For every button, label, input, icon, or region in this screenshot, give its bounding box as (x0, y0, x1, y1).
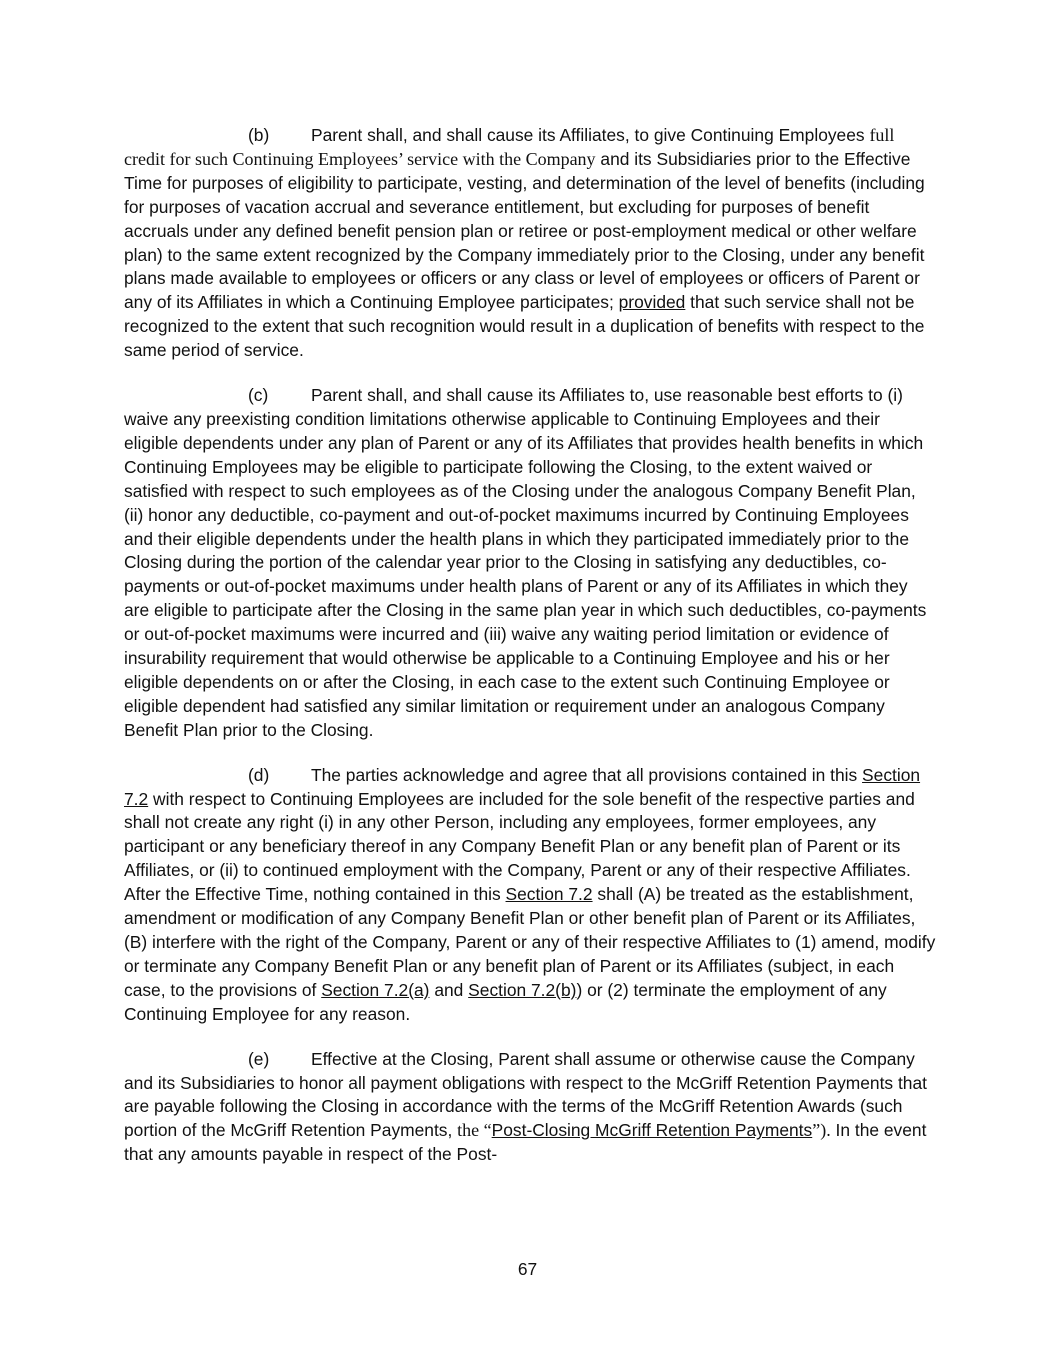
defined-term-provided: provided (618, 292, 686, 313)
paragraph-text: and (429, 979, 469, 1000)
section-reference: Section 7.2(b) (468, 979, 577, 1000)
paragraph-text: ”). (812, 1120, 831, 1141)
paragraph-text: shall (A) be treated as the establishment, amendment or modification of any Company Benefit Plan or other benefit plan of Parent or its Affiliates, (B) interfere with the right of the Company, Parent or any of their respective Affiliates to (1) amend, modify or terminate any Company Benefit Plan or any benefit plan of Parent or its Affiliates (subject, in each case, to the provisions of (124, 884, 936, 1000)
paragraph-text: and its Subsidiaries prior to the Effective Time for purposes of eligibility to participate, vesting, and determination of the level of benefits (including for purposes of vacation accrual and severance entitlement, but excluding for purposes of benefit accruals under any defined benefit pension plan or retiree or post-employment medical or other welfare plan) to the same extent recognized by the Company immediately prior to the Closing, under any benefit plans made available to employees or officers or any class or level of employees or officers of Parent or any of its Affiliates in which a Continuing Employee participates; (124, 148, 925, 313)
paragraph-text: Effective at the Closing, Parent shall assume or otherwise cause the Company and its Subsidiaries to honor all payment obligations with respect to the McGriff Retention Payments that are payable following the Closing in accordance with the terms of the McGriff Retention Awards (such portion of the McGriff Retention Payments, (124, 1048, 927, 1141)
paragraph-label: (d) (248, 764, 270, 785)
paragraph-c (124, 384, 936, 743)
paragraph-text: full credit for such Continuing Employees’ service with the Company (124, 125, 895, 169)
section-reference: Section 7.2 (124, 764, 921, 809)
paragraph-text: with respect to Continuing Employees are included for the sole benefit of the respective parties and shall not create any right (i) in any other Person, including any employees, former employees, any participant or any beneficiary thereof in any Company Benefit Plan or any benefit plan of Parent or its Affiliates, or (ii) to continued employment with the Company, Parent or any of their respective Affiliates. After the Effective Time, nothing contained in this (124, 788, 915, 905)
paragraph-text: The parties acknowledge and agree that all provisions contained in this (311, 764, 863, 785)
paragraph-text: Parent shall, and shall cause its Affiliates, to give Continuing Employees (311, 125, 870, 145)
section-reference: Section 7.2(a) (321, 979, 430, 1000)
paragraph-text: that such service shall not be recognized to the extent that such recognition would result in a duplication of benefits with respect to the same period of service. (124, 292, 925, 361)
paragraph-label: (b) (248, 125, 270, 145)
paragraph-e (124, 1048, 936, 1168)
paragraph-label: (c) (248, 385, 269, 406)
paragraph-text: Parent shall, and shall cause its Affiliates to, use reasonable best efforts to (i) waive any preexisting condition limitations otherwise applicable to Continuing Employees and their eligible dependents under any plan of Parent or any of its Affiliates that provides health benefits in which Continuing Employees may be eligible to participate following the Closing, to the extent waived or satisfied with respect to such employees as of the Closing under the analogous Company Benefit Plan, (ii) honor any deductible, co-payment and out-of-pocket maximums incurred by Continuing Employees and their eligible dependents under the health plans in which they participated immediately prior to the Closing during the portion of the calendar year prior to the Closing in satisfying any deductibles, co-payments or out-of-pocket maximums under health plans of Parent or any of its Affiliates in which they are eligible to participate after the Closing in the same plan year in which such deductibles, co-payments or out-of-pocket maximums were incurred and (iii) waive any waiting period limitation or evidence of insurability requirement that would otherwise be applicable to a Continuing Employee and his or her eligible dependents on or after the Closing, in each case to the extent such Continuing Employee or eligible dependent had satisfied any similar limitation or requirement under an analogous Company Benefit Plan prior to the Closing. (124, 385, 927, 740)
paragraph-b (124, 124, 936, 363)
document-body (124, 124, 936, 1188)
section-reference: Section 7.2 (505, 884, 593, 905)
defined-term-post-closing-mcgriff-retention-payments: Post-Closing McGriff Retention Payments (491, 1120, 813, 1141)
paragraph-text: the “ (457, 1120, 492, 1141)
paragraph-text: ) or (2) terminate the employment of any Continuing Employee for any reason. (124, 979, 887, 1024)
paragraph-text: In the event that any amounts payable in respect of the Post- (124, 1120, 927, 1165)
paragraph-d (124, 764, 936, 1027)
page-number: 67 (517, 1259, 538, 1279)
paragraph-label: (e) (248, 1048, 270, 1069)
